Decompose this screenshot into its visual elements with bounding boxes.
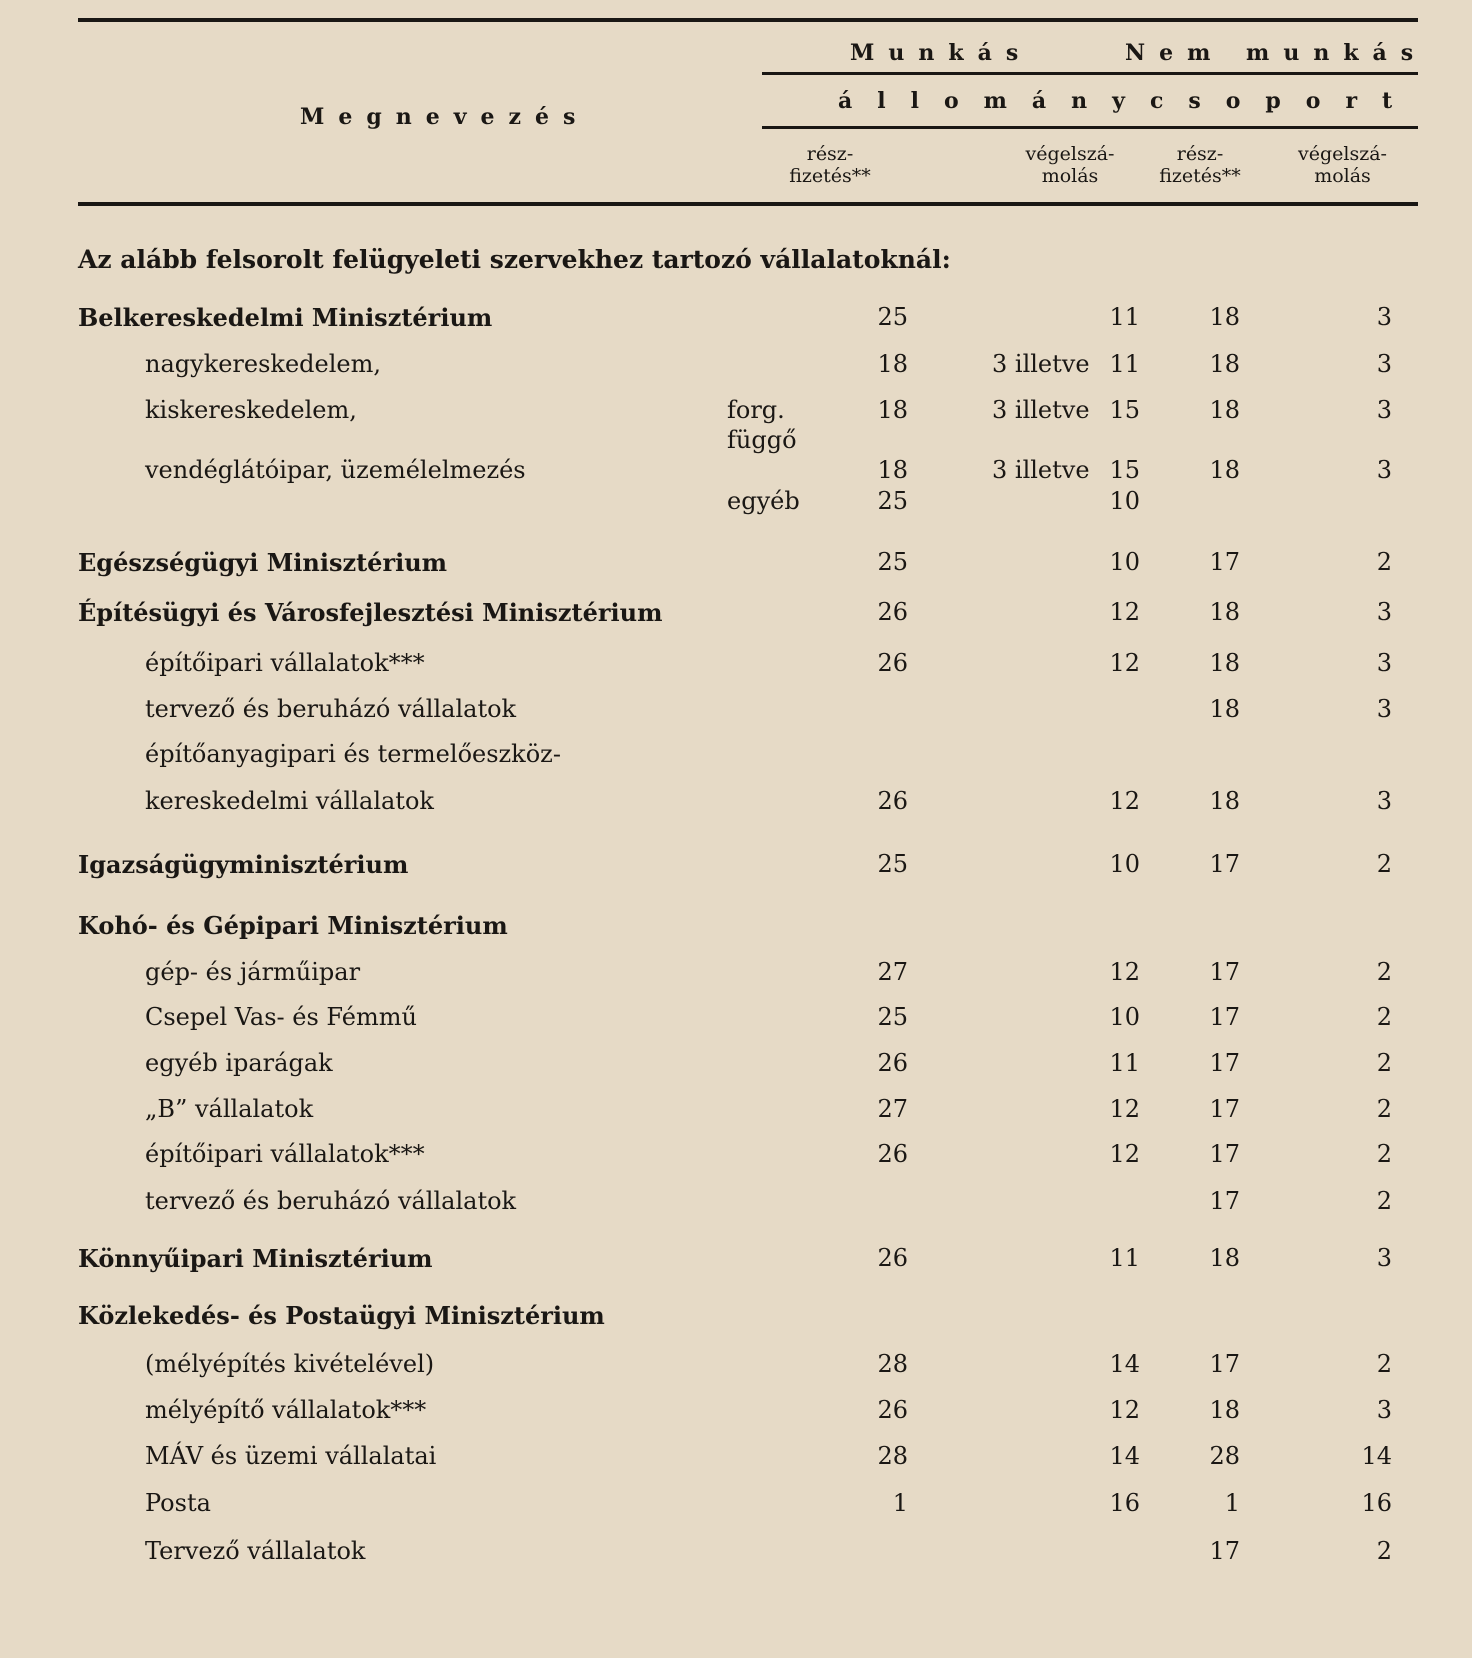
col3-header: rész- fizetés** [1159,143,1241,187]
row-label: Közlekedés- és Postaügyi Minisztérium [78,1301,605,1330]
table-row [0,1140,1472,1180]
table-row [0,1350,1472,1390]
row-range-text: 3 illetve [992,396,1090,424]
table-row [0,1049,1472,1089]
nonworker-partial-payment-cell: 17 [1209,1187,1240,1215]
row-label: egyéb iparágak [145,1049,333,1077]
row-label: Építésügyi és Városfejlesztési Minisztérium [78,598,663,627]
table-row [0,958,1472,998]
worker-final-settlement-cell: 14 [1109,1442,1140,1470]
row-range-text: 3 illetve [992,350,1090,378]
nonworker-partial-payment-cell: 17 [1209,850,1240,878]
table-row [0,649,1472,689]
nonworker-final-settlement-cell: 3 [1376,649,1392,677]
worker-partial-payment-cell: 25 [877,850,908,878]
table-row [0,598,1472,638]
col1-header: rész- fizetés** [789,143,871,187]
nonworker-final-settlement-cell: 2 [1376,1350,1392,1378]
table-row [0,850,1472,890]
nonworker-partial-payment-cell: 18 [1209,695,1240,723]
row-qualifier: forg. [727,396,785,424]
worker-partial-payment-cell: 27 [877,958,908,986]
worker-final-settlement-cell: 10 [1109,487,1140,515]
table-row [0,1095,1472,1135]
nonworker-final-settlement-cell: 2 [1376,958,1392,986]
nonworker-partial-payment-cell: 18 [1209,1244,1240,1272]
worker-final-settlement-cell: 10 [1109,1003,1140,1031]
nonworker-partial-payment-cell: 17 [1209,548,1240,576]
row-label: MÁV és üzemi vállalatai [145,1442,437,1470]
table-row [0,1537,1472,1577]
nonworker-final-settlement-cell: 2 [1376,1003,1392,1031]
nonworker-final-settlement-cell: 3 [1376,303,1392,331]
nonworker-partial-payment-cell: 18 [1209,787,1240,815]
nonworker-final-settlement-cell: 2 [1376,1049,1392,1077]
group-rule-2 [762,126,1418,129]
nonworker-partial-payment-cell: 28 [1209,1442,1240,1470]
row-label: építőipari vállalatok*** [145,649,425,677]
worker-partial-payment-cell: 27 [877,1095,908,1123]
worker-partial-payment-cell: 26 [877,1049,908,1077]
naming-header: Megnevezés [300,104,590,130]
worker-partial-payment-cell: 25 [877,548,908,576]
nonworker-final-settlement-cell: 3 [1376,1244,1392,1272]
worker-final-settlement-cell: 11 [1109,350,1140,378]
nonworker-partial-payment-cell: 17 [1209,958,1240,986]
col2-header: végelszá- molás [1025,143,1115,187]
nonworker-final-settlement-cell: 2 [1376,1140,1392,1168]
worker-partial-payment-cell: 26 [877,598,908,626]
table-row [0,350,1472,390]
nonworker-final-settlement-cell: 2 [1376,1187,1392,1215]
worker-final-settlement-cell: 15 [1109,456,1140,484]
worker-partial-payment-cell: 26 [877,1140,908,1168]
row-qualifier: egyéb [727,487,800,515]
nonworker-partial-payment-cell: 18 [1209,598,1240,626]
table-row [0,787,1472,827]
row-label: Kohó- és Gépipari Minisztérium [78,911,508,940]
row-label: tervező és beruházó vállalatok [145,695,517,723]
worker-final-settlement-cell: 12 [1109,1140,1140,1168]
worker-final-settlement-cell: 11 [1109,1244,1140,1272]
worker-partial-payment-cell: 1 [892,1489,908,1517]
worker-final-settlement-cell: 14 [1109,1350,1140,1378]
table-row [0,1301,1472,1341]
table-row [0,487,1472,527]
row-label: építőanyagipari és termelőeszköz- [145,740,561,768]
nonworker-final-settlement-cell: 2 [1376,1095,1392,1123]
row-range-text: 3 illetve [992,456,1090,484]
nonworker-partial-payment-cell: 18 [1209,456,1240,484]
worker-final-settlement-cell: 11 [1109,303,1140,331]
nonworker-final-settlement-cell: 2 [1376,548,1392,576]
row-label: mélyépítő vállalatok*** [145,1396,427,1424]
table-row [0,1187,1472,1227]
nonworker-header: Nem munkás [1125,40,1428,66]
col4-header: végelszá- molás [1298,143,1387,187]
worker-final-settlement-cell: 12 [1109,1095,1140,1123]
table-row [0,1003,1472,1043]
worker-partial-payment-cell: 28 [877,1350,908,1378]
nonworker-partial-payment-cell: 18 [1209,1396,1240,1424]
worker-partial-payment-cell: 26 [877,1244,908,1272]
nonworker-partial-payment-cell: 17 [1209,1003,1240,1031]
intro-text: Az alább felsorolt felügyeleti szervekhez tartozó vállalatoknál: [78,245,951,274]
worker-partial-payment-cell: 25 [877,487,908,515]
nonworker-partial-payment-cell: 18 [1209,350,1240,378]
top-rule [78,18,1418,22]
nonworker-partial-payment-cell: 18 [1209,396,1240,424]
worker-final-settlement-cell: 15 [1109,396,1140,424]
worker-partial-payment-cell: 26 [877,787,908,815]
row-label: Igazságügyminisztérium [78,850,409,879]
header-bottom-rule [78,202,1418,206]
nonworker-final-settlement-cell: 14 [1361,1442,1392,1470]
row-label: gép- és járműipar [145,958,361,986]
nonworker-final-settlement-cell: 3 [1376,396,1392,424]
worker-final-settlement-cell: 12 [1109,1396,1140,1424]
worker-header: Munkás [850,40,1033,66]
nonworker-final-settlement-cell: 2 [1376,850,1392,878]
worker-partial-payment-cell: 18 [877,350,908,378]
nonworker-partial-payment-cell: 17 [1209,1350,1240,1378]
table-row [0,1244,1472,1284]
nonworker-final-settlement-cell: 3 [1376,456,1392,484]
nonworker-partial-payment-cell: 17 [1209,1537,1240,1565]
table-row [0,303,1472,343]
nonworker-partial-payment-cell: 17 [1209,1095,1240,1123]
worker-final-settlement-cell: 10 [1109,548,1140,576]
worker-partial-payment-cell: 25 [877,1003,908,1031]
row-label: kiskereskedelem, [145,396,357,424]
worker-final-settlement-cell: 12 [1109,787,1140,815]
table-row [0,1396,1472,1436]
worker-final-settlement-cell: 16 [1109,1489,1140,1517]
nonworker-final-settlement-cell: 3 [1376,350,1392,378]
nonworker-partial-payment-cell: 18 [1209,649,1240,677]
nonworker-final-settlement-cell: 16 [1361,1489,1392,1517]
table-row [0,695,1472,735]
nonworker-final-settlement-cell: 3 [1376,787,1392,815]
table-row [0,911,1472,951]
worker-partial-payment-cell: 18 [877,456,908,484]
staff-group-header: állománycsoport [838,88,1418,114]
row-label: Posta [145,1489,211,1517]
worker-final-settlement-cell: 12 [1109,598,1140,626]
nonworker-final-settlement-cell: 3 [1376,695,1392,723]
worker-partial-payment-cell: 18 [877,396,908,424]
row-label: (mélyépítés kivételével) [145,1350,435,1378]
row-label: Könnyűipari Minisztérium [78,1244,433,1273]
row-label: vendéglátóipar, üzemélelmezés [145,456,526,484]
row-label: Egészségügyi Minisztérium [78,548,448,577]
worker-final-settlement-cell: 10 [1109,850,1140,878]
table-row [0,1442,1472,1482]
table-row [0,740,1472,780]
row-label: nagykereskedelem, [145,350,382,378]
worker-final-settlement-cell: 12 [1109,649,1140,677]
nonworker-final-settlement-cell: 3 [1376,598,1392,626]
row-label: tervező és beruházó vállalatok [145,1187,517,1215]
worker-partial-payment-cell: 26 [877,1396,908,1424]
group-rule-1 [762,72,1418,75]
nonworker-partial-payment-cell: 1 [1224,1489,1240,1517]
worker-final-settlement-cell: 12 [1109,958,1140,986]
worker-final-settlement-cell: 11 [1109,1049,1140,1077]
nonworker-partial-payment-cell: 17 [1209,1049,1240,1077]
row-label: Tervező vállalatok [145,1537,366,1565]
row-label: „B” vállalatok [145,1095,314,1123]
nonworker-partial-payment-cell: 17 [1209,1140,1240,1168]
table-row [0,1489,1472,1529]
nonworker-final-settlement-cell: 2 [1376,1537,1392,1565]
row-label: kereskedelmi vállalatok [145,787,434,815]
worker-partial-payment-cell: 26 [877,649,908,677]
table-row [0,548,1472,588]
row-label: Csepel Vas- és Fémmű [145,1003,417,1031]
worker-partial-payment-cell: 25 [877,303,908,331]
row-qualifier: függő [727,426,797,454]
row-label: építőipari vállalatok*** [145,1140,425,1168]
worker-partial-payment-cell: 28 [877,1442,908,1470]
nonworker-final-settlement-cell: 3 [1376,1396,1392,1424]
nonworker-partial-payment-cell: 18 [1209,303,1240,331]
row-label: Belkereskedelmi Minisztérium [78,303,493,332]
